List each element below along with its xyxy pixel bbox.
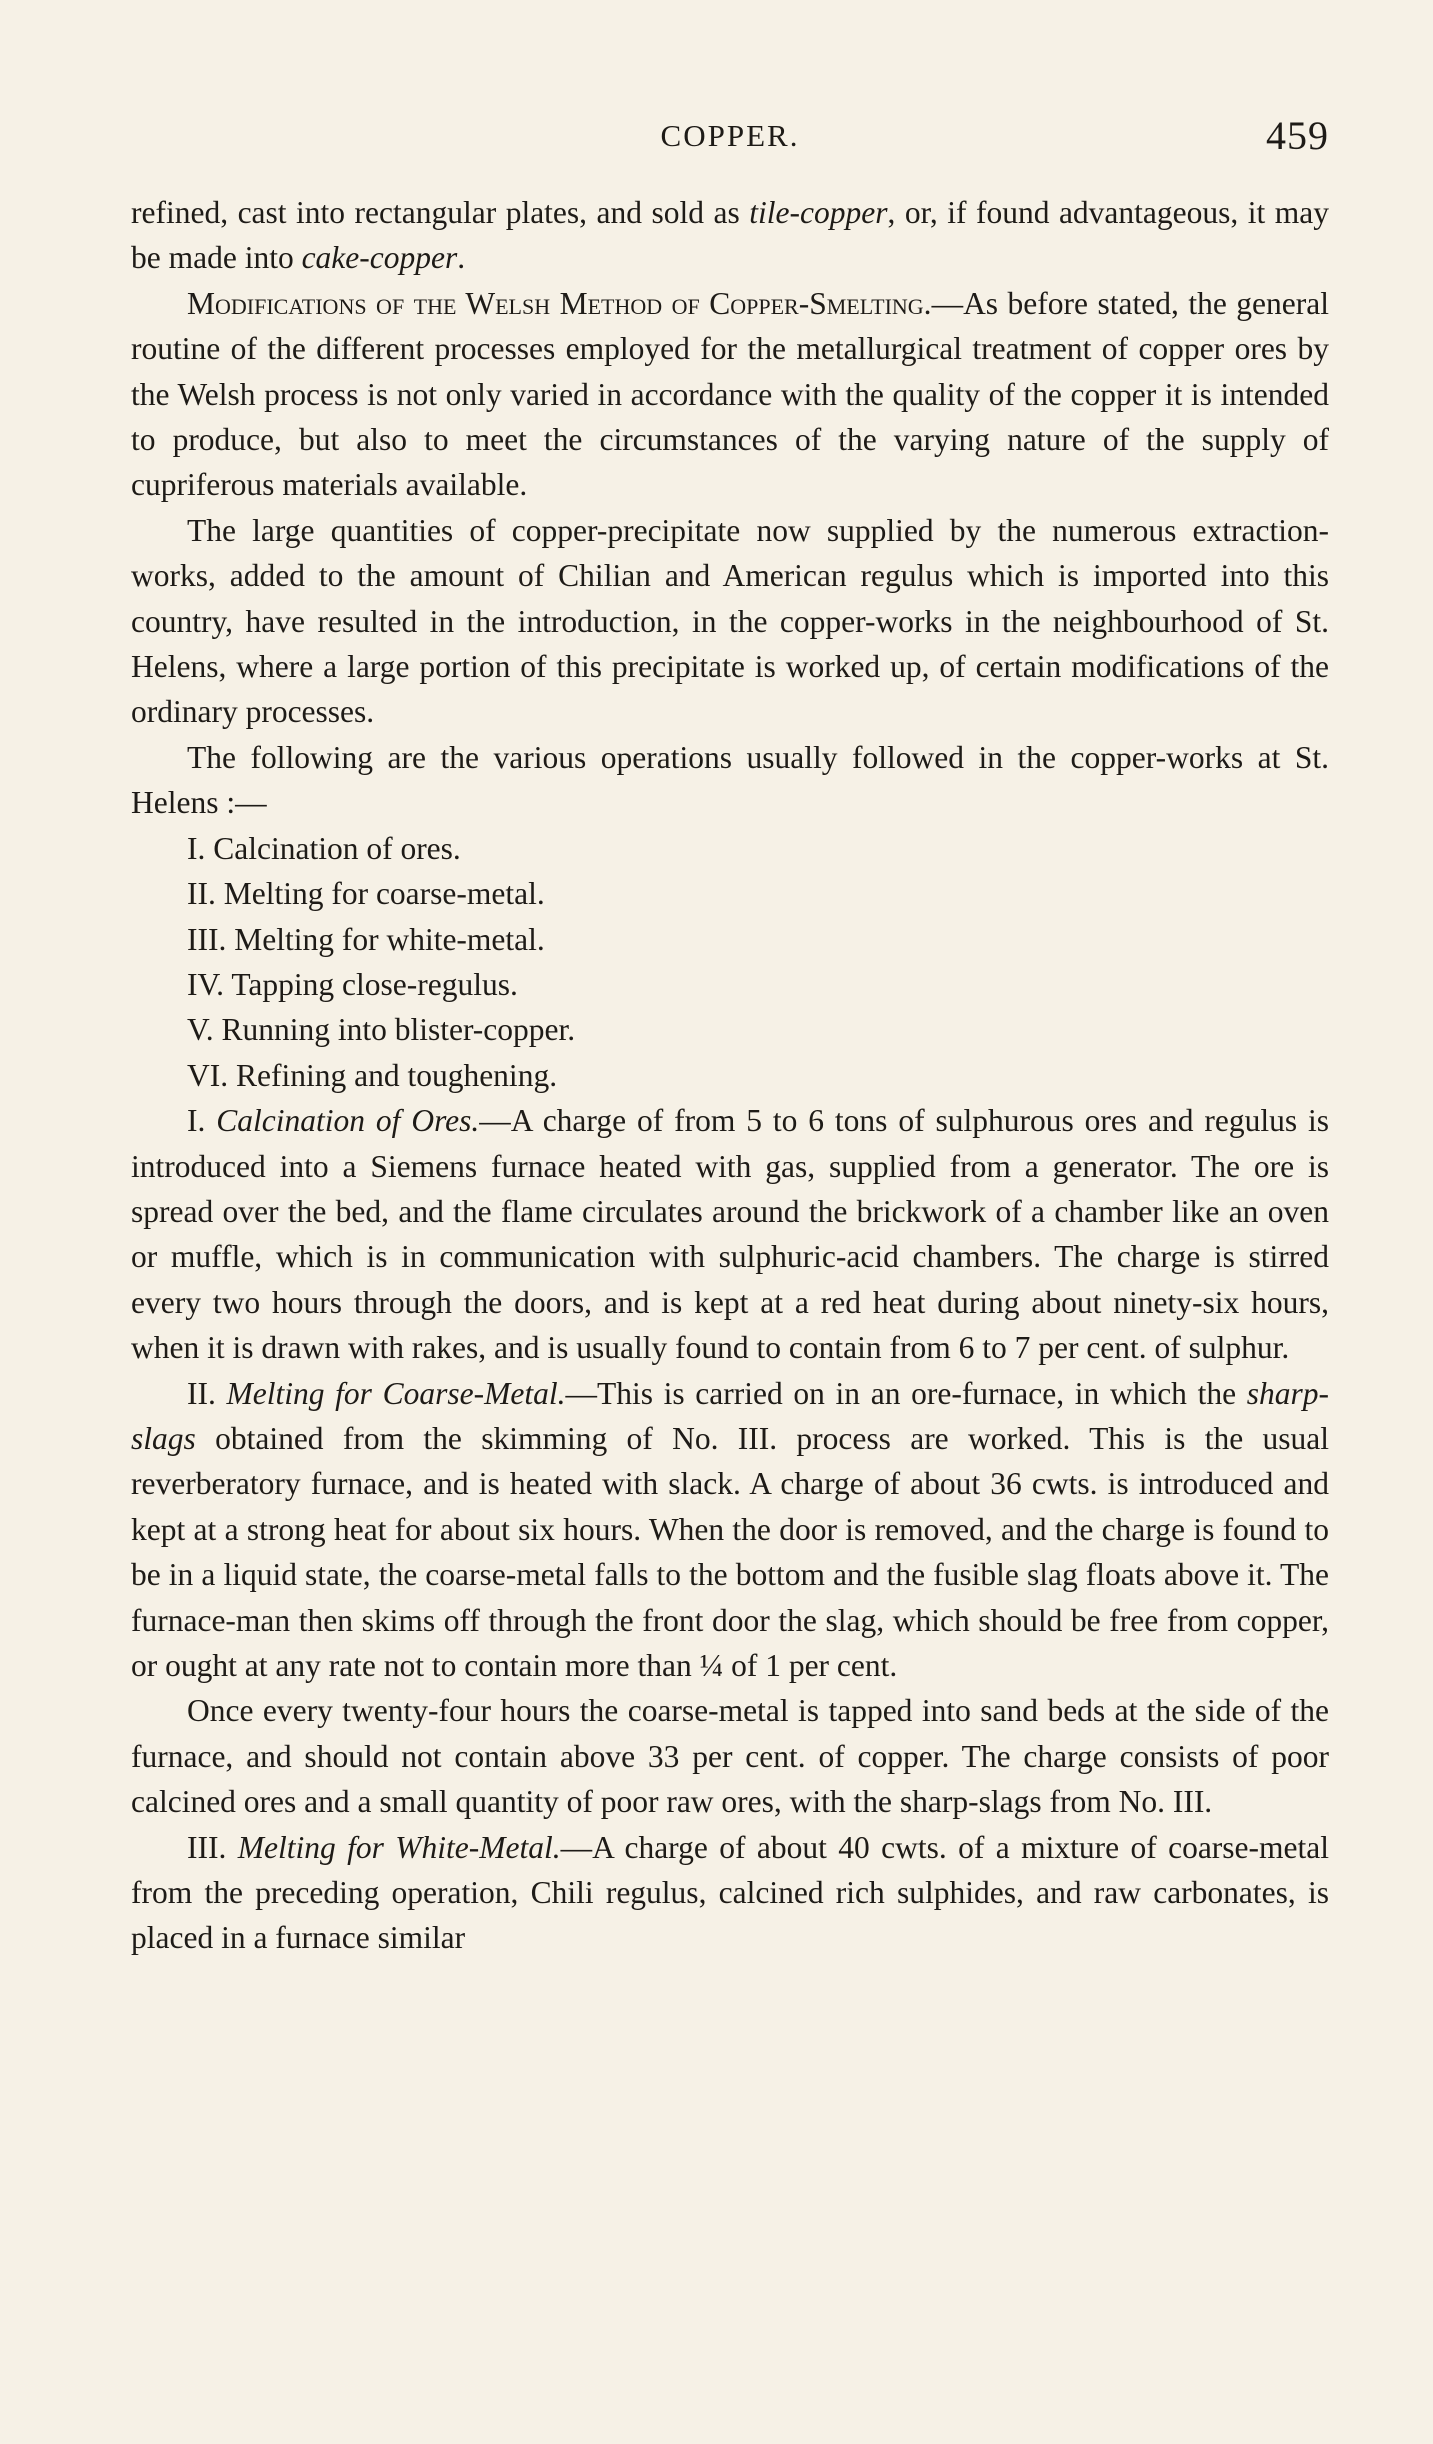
section-number: II. (187, 1375, 216, 1411)
section-title: Calcination of Ores. (216, 1103, 480, 1139)
section-title: Melting for Coarse-Metal. (226, 1375, 566, 1411)
list-item: V. Running into blister-copper. (187, 1012, 576, 1048)
running-title: COPPER. (660, 118, 800, 153)
paragraph-modifications (131, 281, 1329, 508)
list-item: III. Melting for white-metal. (187, 921, 545, 957)
section-text: obtained from the skimming of No. III. process are worked. This is the usual reverberatory furnace, and is heated with slack. A charge of about 36 cwts. is introduced and kept at a strong heat for about six hours. When the door is removed, and the charge is found to be in a liquid state, the coarse-metal falls to the bottom and the fusible slag floats above it. The furnace-man then skims off through the front door the slag, which should be free from copper, or ought at any rate not to contain more than ¼ of 1 per cent. (131, 1420, 1329, 1683)
paragraph-text: —As before stated, the general routine of the different processes employed for the metallurgical treatment of copper ores by the Welsh process is not only varied in accordance with the quality of the copper it is intended to produce, but also to meet the circumstances of the varying nature of the supply of cupriferous materials available. (131, 285, 1329, 503)
page-header (131, 113, 1329, 178)
paragraph-precipitate: The large quantities of copper-precipitate now supplied by the numerous extraction-works, added to the amount of Chilian and American regulus which is imported into this country, have resulted in the introduction, in the copper-works in the neighbourhood of St. Helens, where a large portion of this precipitate is worked up, of certain modifications of the ordinary processes. (131, 512, 1329, 730)
list-item: II. Melting for coarse-metal. (187, 876, 545, 912)
section-coarse-metal (131, 1371, 1329, 1689)
section-text: —A charge of about 40 cwts. of a mixture of coarse-metal from the preceding operation, Chili regulus, calcined rich sulphides, and raw carbonates, is placed in a furnace similar (131, 1829, 1329, 1956)
list-item: IV. Tapping close-regulus. (187, 966, 518, 1002)
list-item: VI. Refining and toughening. (187, 1057, 558, 1093)
page-number: 459 (1266, 113, 1329, 158)
paragraph-operations-intro: The following are the various operations usually followed in the copper-works at St. Helens :— (131, 739, 1329, 821)
list-item: I. Calcination of ores. (187, 830, 461, 866)
section-text: —A charge of from 5 to 6 tons of sulphurous ores and regulus is introduced into a Siemens furnace heated with gas, supplied from a generator. The ore is spread over the bed, and the flame circulates around the brickwork of a chamber like an oven or muffle, which is in communication with sulphuric-acid chambers. The charge is stirred every two hours through the doors, and is kept at a red heat during about ninety-six hours, when it is drawn with rakes, and is usually found to contain from 6 to 7 per cent. of sulphur. (131, 1103, 1330, 1366)
paragraph-tapping: Once every twenty-four hours the coarse-metal is tapped into sand beds at the side of the furnace, and should not contain above 33 per cent. of copper. The charge consists of poor calcined ores and a small quantity of poor raw ores, with the sharp-slags from No. III. (131, 1693, 1329, 1820)
section-text: —This is carried on in an ore-furnace, in which the (565, 1375, 1247, 1411)
section-number: I. (187, 1103, 206, 1139)
section-title: Melting for White-Metal. (237, 1829, 561, 1865)
section-calcination (131, 1098, 1329, 1370)
italic-term: cake-copper (301, 240, 458, 276)
paragraph-continuation: refined, cast into rectangular plates, and sold as tile-copper, or, if found advantageous, it may be made into cake-copper. (131, 195, 1329, 276)
section-white-metal (131, 1825, 1329, 1961)
italic-term: tile-copper (749, 195, 888, 230)
italic-term: sharp-slags (131, 1375, 1329, 1456)
section-number: III. (187, 1829, 227, 1865)
section-heading: Modifications of the Welsh Method of Copper-Smelting. (187, 285, 932, 321)
body-text (131, 190, 1329, 1961)
